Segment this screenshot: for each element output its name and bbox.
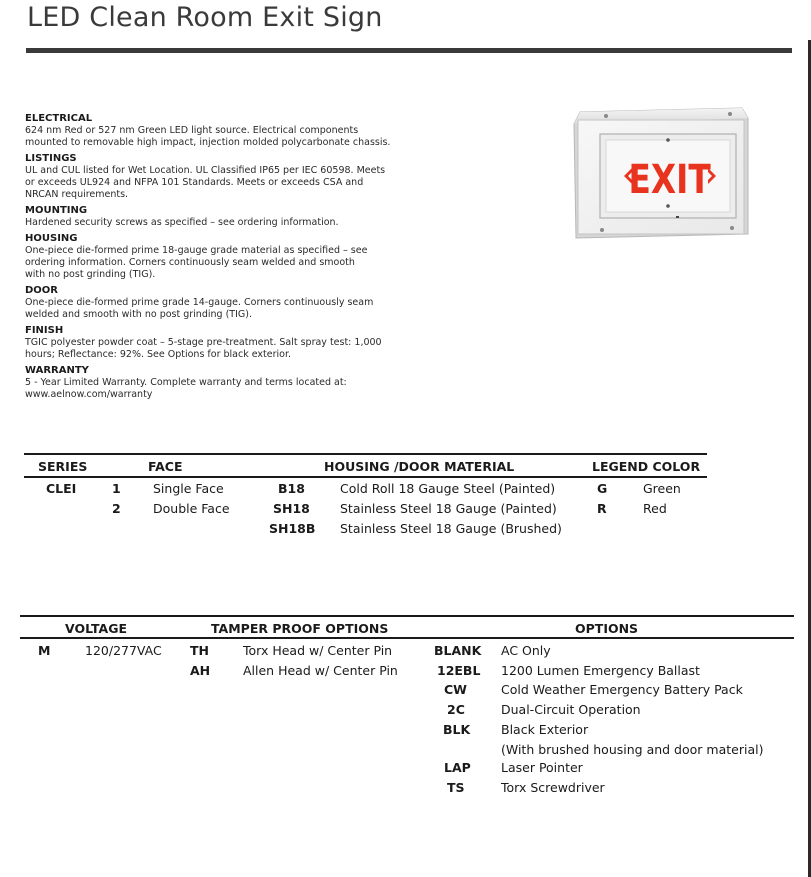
spec-finish bbox=[25, 325, 425, 361]
spec-line: www.aelnow.com/warranty bbox=[25, 389, 153, 400]
spec-heading: LISTINGS bbox=[25, 153, 77, 164]
material-desc: Stainless Steel 18 Gauge (Brushed) bbox=[340, 521, 562, 536]
voltage-code: M bbox=[38, 643, 51, 658]
spec-heading: WARRANTY bbox=[25, 365, 89, 376]
spec-line: One-piece die-formed prime 18-gauge grade material as specified – see bbox=[25, 245, 368, 256]
spec-door bbox=[25, 285, 425, 321]
face-code: 1 bbox=[112, 481, 121, 496]
material-desc: Cold Roll 18 Gauge Steel (Painted) bbox=[340, 481, 556, 496]
spec-warranty bbox=[25, 365, 425, 401]
option-code: BLK bbox=[443, 722, 471, 737]
option-code: LAP bbox=[444, 760, 471, 775]
spec-list bbox=[25, 113, 425, 405]
table1-top-rule bbox=[24, 453, 707, 455]
spec-heading: ELECTRICAL bbox=[25, 113, 93, 124]
spec-listings bbox=[25, 153, 425, 201]
option-code: TS bbox=[447, 780, 465, 795]
face-desc: Single Face bbox=[153, 481, 224, 496]
option-desc-note: (With brushed housing and door material) bbox=[501, 742, 764, 757]
series-code: CLEI bbox=[46, 481, 77, 496]
legend-code: G bbox=[597, 481, 608, 496]
material-code: SH18 bbox=[273, 501, 310, 516]
voltage-desc: 120/277VAC bbox=[85, 643, 162, 658]
spec-line: Hardened security screws as specified – see ordering information. bbox=[25, 217, 339, 228]
spec-line: mounted to removable high impact, injection molded polycarbonate chassis. bbox=[25, 137, 391, 148]
option-code: 2C bbox=[447, 702, 465, 717]
col-header-voltage: VOLTAGE bbox=[65, 621, 128, 636]
spec-line: with no post grinding (TIG). bbox=[25, 269, 156, 280]
spec-line: One-piece die-formed prime grade 14-gauge. Corners continuously seam bbox=[25, 297, 374, 308]
exit-sign-product-image bbox=[572, 102, 750, 242]
spec-line: 624 nm Red or 527 nm Green LED light source. Electrical components bbox=[25, 125, 359, 136]
spec-line: or exceeds UL924 and NFPA 101 Standards. Meets or exceeds CSA and bbox=[25, 177, 364, 188]
tamper-code: TH bbox=[190, 643, 209, 658]
table2-header-rule bbox=[20, 637, 794, 639]
option-desc: Black Exterior bbox=[501, 722, 589, 737]
col-header-series: SERIES bbox=[38, 459, 88, 474]
tamper-code: AH bbox=[190, 663, 211, 678]
spec-housing bbox=[25, 233, 425, 281]
spec-line: UL and CUL listed for Wet Location. UL Classified IP65 per IEC 60598. Meets bbox=[25, 165, 386, 176]
spec-line: NRCAN requirements. bbox=[25, 189, 129, 200]
spec-heading: HOUSING bbox=[25, 233, 78, 244]
col-header-tamper: TAMPER PROOF OPTIONS bbox=[211, 621, 389, 636]
spec-heading: FINISH bbox=[25, 325, 64, 336]
tamper-desc: Torx Head w/ Center Pin bbox=[243, 643, 393, 658]
spec-line: hours; Reflectance: 92%. See Options for black exterior. bbox=[25, 349, 292, 360]
col-header-housing: HOUSING /DOOR MATERIAL bbox=[324, 459, 515, 474]
table2-top-rule bbox=[20, 615, 794, 617]
exit-legend-text: EXIT bbox=[628, 155, 711, 203]
option-code: CW bbox=[444, 682, 467, 697]
spec-line: TGIC polyester powder coat – 5-stage pre-treatment. Salt spray test: 1,000 bbox=[25, 337, 382, 348]
face-desc: Double Face bbox=[153, 501, 230, 516]
col-header-face: FACE bbox=[148, 459, 183, 474]
spec-mounting bbox=[25, 205, 425, 229]
spec-line: ordering information. Corners continuously seam welded and smooth bbox=[25, 257, 355, 268]
option-desc: Cold Weather Emergency Battery Pack bbox=[501, 682, 743, 697]
page-title: LED Clean Room Exit Sign bbox=[27, 2, 383, 33]
legend-desc: Red bbox=[643, 501, 667, 516]
option-desc: Dual-Circuit Operation bbox=[501, 702, 641, 717]
col-header-options: OPTIONS bbox=[575, 621, 639, 636]
spec-heading: DOOR bbox=[25, 285, 59, 296]
option-desc: Torx Screwdriver bbox=[501, 780, 605, 795]
tamper-desc: Allen Head w/ Center Pin bbox=[243, 663, 398, 678]
title-divider bbox=[26, 48, 792, 53]
spec-line: welded and smooth with no post grinding (TIG). bbox=[25, 309, 252, 320]
option-code: 12EBL bbox=[437, 663, 481, 678]
option-desc: Laser Pointer bbox=[501, 760, 583, 775]
option-desc: AC Only bbox=[501, 643, 551, 658]
legend-desc: Green bbox=[643, 481, 681, 496]
spec-electrical bbox=[25, 113, 425, 149]
material-desc: Stainless Steel 18 Gauge (Painted) bbox=[340, 501, 557, 516]
material-code: B18 bbox=[278, 481, 305, 496]
face-code: 2 bbox=[112, 501, 121, 516]
option-code: BLANK bbox=[434, 643, 482, 658]
material-code: SH18B bbox=[269, 521, 316, 536]
spec-line: 5 - Year Limited Warranty. Complete warranty and terms located at: bbox=[25, 377, 347, 388]
legend-code: R bbox=[597, 501, 607, 516]
spec-heading: MOUNTING bbox=[25, 205, 88, 216]
col-header-legend: LEGEND COLOR bbox=[592, 459, 701, 474]
option-desc: 1200 Lumen Emergency Ballast bbox=[501, 663, 700, 678]
table1-header-rule bbox=[24, 476, 707, 478]
